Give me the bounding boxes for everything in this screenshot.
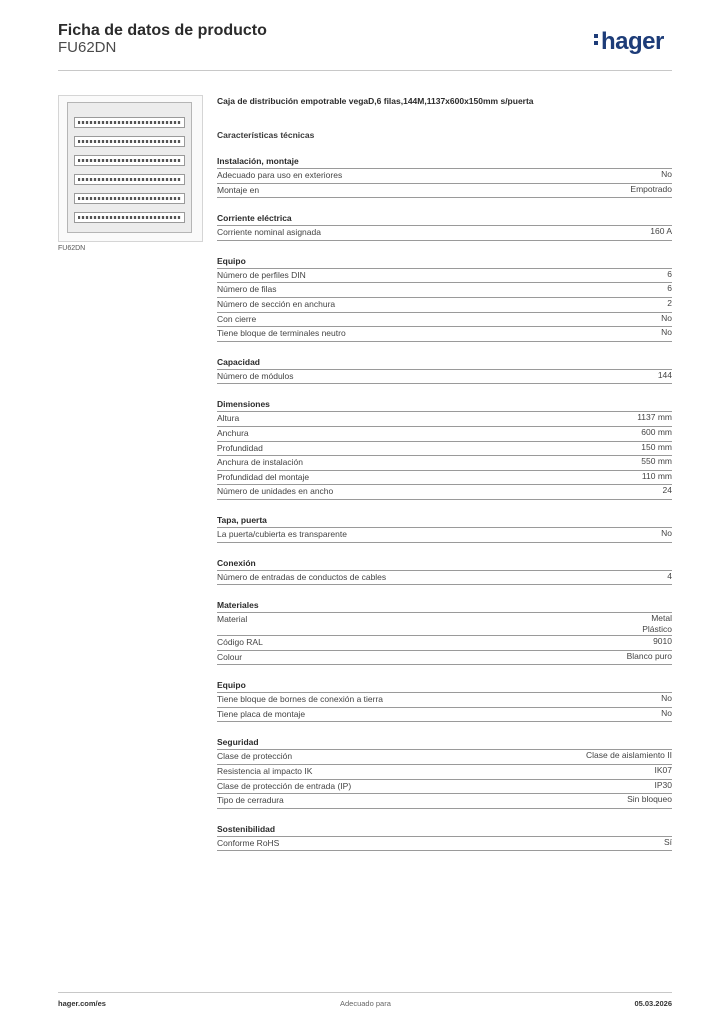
spec-name: Clase de protección de entrada (IP) [217,780,352,791]
spec-value [661,327,672,341]
spec-row [217,794,672,809]
spec-name: Profundidad del montaje [217,471,310,482]
cabinet-row-strip [74,117,185,128]
product-description: Caja de distribución empotrable vegaD,6 filas,144M,1137x600x150mm s/puerta [217,96,534,106]
spec-section [217,155,672,198]
spec-value [667,283,672,297]
spec-name: Número de entradas de conductos de cables [217,571,387,582]
spec-name: Número de unidades en ancho [217,486,334,497]
section-title: Tapa, puerta [217,514,672,528]
section-title: Instalación, montaje [217,155,672,169]
spec-value-line: 9010 [653,636,672,647]
product-image [58,95,203,242]
spec-name: Corriente nominal asignada [217,227,321,238]
section-title: Equipo [217,679,672,693]
spec-value [650,226,672,240]
spec-name: Tiene placa de montaje [217,708,306,719]
logo-text: hager [601,28,664,55]
distribution-cabinet-illustration [67,102,192,233]
spec-row [217,298,672,313]
document-title: Ficha de datos de producto [58,22,267,39]
spec-value-line: Empotrado [630,183,672,194]
spec-value-line: Sin bloqueo [627,794,672,805]
spec-value-line: 600 mm [641,426,672,437]
spec-name: Tiene bloque de bornes de conexión a tierra [217,694,384,705]
footer-divider [58,992,672,993]
spec-section [217,398,672,500]
spec-name: Número de filas [217,284,277,295]
spec-row [217,765,672,780]
spec-name: Colour [217,651,243,662]
spec-name: La puerta/cubierta es transparente [217,528,347,539]
spec-row [217,283,672,298]
spec-value [661,693,672,707]
section-title: Corriente eléctrica [217,212,672,226]
spec-value [655,765,673,779]
spec-value [630,184,672,198]
spec-name: Tiene bloque de terminales neutro [217,328,346,339]
spec-row [217,471,672,486]
spec-row [217,456,672,471]
spec-name: Conforme RoHS [217,837,280,848]
spec-value-line: 110 mm [641,470,672,481]
spec-value-line: 1137 mm [637,412,672,423]
spec-value-line: No [661,693,672,704]
spec-row [217,636,672,651]
spec-section [217,823,672,852]
spec-section [217,514,672,543]
spec-row [217,693,672,708]
spec-value [667,571,672,585]
spec-value [642,471,672,485]
section-title: Sostenibilidad [217,823,672,837]
spec-name: Adecuado para uso en exteriores [217,170,343,180]
spec-section [217,557,672,586]
spec-value [661,528,672,542]
spec-value [664,837,672,851]
spec-row [217,613,672,636]
footer-center-text: Adecuado para [340,999,391,1008]
spec-value-line: 6 [667,268,672,279]
cabinet-row-strip [74,136,185,147]
cabinet-row-strip [74,212,185,223]
spec-section [217,736,672,808]
spec-name: Profundidad [217,442,263,453]
spec-row [217,571,672,586]
spec-name: Anchura de instalación [217,457,304,468]
section-title: Capacidad [217,356,672,370]
spec-row [217,370,672,385]
spec-value-line: No [661,707,672,718]
spec-value-line: Sí [663,836,672,847]
spec-row [217,412,672,427]
section-title: Materiales [217,599,672,613]
spec-value-line: 144 [657,369,672,380]
spec-value [661,313,672,327]
spec-name: Código RAL [217,637,263,648]
spec-row [217,313,672,328]
spec-name: Altura [217,413,240,424]
spec-row [217,528,672,543]
spec-row [217,837,672,852]
spec-value-line: 4 [667,570,672,581]
spec-row [217,485,672,500]
spec-value-line: 550 mm [641,456,672,467]
spec-name: Número de perfiles DIN [217,269,306,280]
spec-row [217,269,672,284]
spec-value [663,485,672,499]
spec-name: Anchura [217,427,249,438]
spec-value-line: 2 [667,297,672,308]
spec-row [217,427,672,442]
spec-value-line: Clase de aislamiento II [586,750,672,761]
spec-row [217,651,672,666]
section-title: Conexión [217,557,672,571]
header-divider [58,70,672,71]
spec-name: Número de módulos [217,370,294,381]
spec-name: Número de sección en anchura [217,298,336,309]
spec-value-line: IP30 [654,779,672,790]
spec-sections [217,155,672,851]
section-title: Equipo [217,255,672,269]
image-caption: FU62DN [58,245,86,252]
spec-row [217,750,672,765]
spec-name: Montaje en [217,184,260,195]
spec-value-line: Blanco puro [626,650,672,661]
spec-value [586,750,672,764]
spec-section [217,356,672,385]
spec-value-line: Plástico [642,624,672,635]
spec-row [217,442,672,457]
hager-logo [594,28,664,56]
spec-value-line: Metal [651,613,672,624]
spec-value-line: No [661,169,672,179]
cabinet-row-strip [74,193,185,204]
footer-date: 05.03.2026 [634,999,672,1008]
spec-row [217,708,672,723]
spec-row [217,327,672,342]
spec-value [667,269,672,283]
spec-value [642,613,672,635]
spec-value-line: 160 A [650,226,672,237]
cabinet-row-strip [74,155,185,166]
spec-value [661,708,672,722]
spec-row [217,169,672,184]
section-title: Seguridad [217,736,672,750]
spec-section [217,679,672,722]
spec-value-line: IK07 [654,765,672,776]
spec-value [641,442,672,456]
spec-name: Con cierre [217,313,257,324]
spec-value [653,636,672,650]
spec-section [217,255,672,342]
product-details [217,95,672,851]
spec-name: Clase de protección [217,751,293,762]
spec-name: Tipo de cerradura [217,795,284,806]
spec-value [667,298,672,312]
spec-value [661,169,672,183]
spec-value-line: No [661,527,672,538]
spec-value-line: 24 [662,485,672,496]
spec-section [217,599,672,665]
spec-value [627,651,672,665]
spec-row [217,184,672,199]
product-reference: FU62DN [58,39,117,56]
cabinet-row-strip [74,174,185,185]
spec-value [641,456,672,470]
logo-dots-icon [594,34,599,48]
spec-value-line: No [661,327,672,338]
spec-name: Material [217,614,248,625]
spec-value [637,412,672,426]
spec-value-line: No [661,312,672,323]
spec-value [641,427,672,441]
spec-value-line: 6 [667,283,672,294]
spec-name: Resistencia al impacto IK [217,766,313,777]
section-title: Dimensiones [217,398,672,412]
spec-value [655,780,673,794]
spec-row [217,780,672,795]
spec-section [217,212,672,241]
spec-value [658,370,672,384]
spec-value-line: 150 mm [641,441,672,452]
technical-characteristics-title: Características técnicas [217,130,315,140]
footer-website: hager.com/es [58,999,106,1008]
spec-row [217,226,672,241]
spec-value [627,794,672,808]
